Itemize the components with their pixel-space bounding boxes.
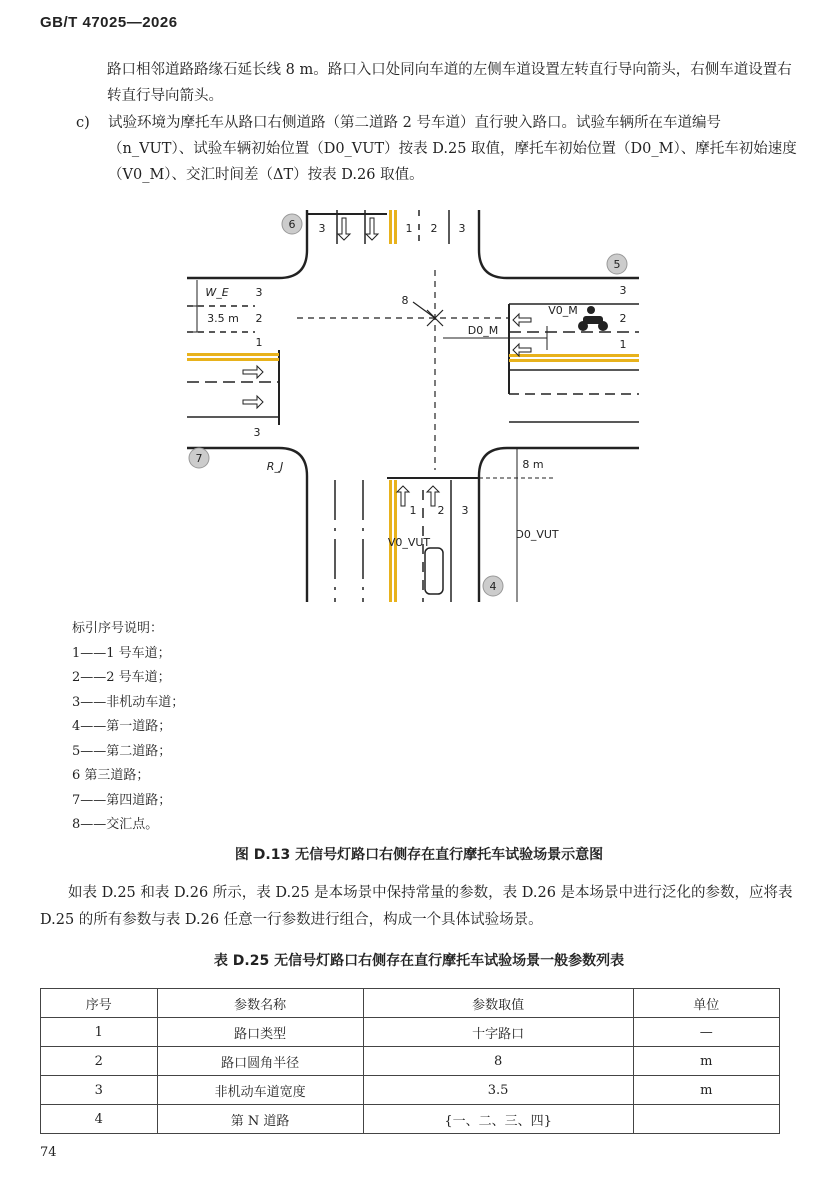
table-cell: 路口圆角半径	[157, 1047, 363, 1076]
table-caption: 表 D.25 无信号灯路口右侧存在直行摩托车试验场景一般参数列表	[213, 953, 625, 969]
intersection-diagram	[187, 210, 639, 602]
table-cell: 路口类型	[157, 1018, 363, 1047]
lane-number: 3	[253, 426, 261, 439]
table-cell: 3	[41, 1076, 158, 1105]
table-cell: {一、二、三、四}	[363, 1105, 633, 1134]
table-cell: 8	[363, 1047, 633, 1076]
list-label: c)	[76, 115, 90, 131]
table-row	[41, 1105, 780, 1134]
standard-code: GB/T 47025—2026	[40, 14, 178, 31]
lane-number: 2	[255, 312, 263, 325]
callout-label: 6	[288, 218, 296, 231]
callout-label: 5	[613, 258, 621, 271]
label-v0m: V0_M	[548, 304, 578, 317]
label-d0vut: D0_VUT	[515, 528, 559, 541]
lane-number: 1	[405, 222, 413, 235]
table-cell: —	[633, 1018, 779, 1047]
table-cell: 2	[41, 1047, 158, 1076]
label-d0m: D0_M	[467, 324, 499, 337]
table-cell: m	[633, 1047, 779, 1076]
legend-item: 5——第二道路；	[72, 743, 172, 759]
page-number: 74	[40, 1145, 57, 1160]
lane-number: 1	[255, 336, 263, 349]
table-cell: m	[633, 1076, 779, 1105]
figure-legend	[72, 617, 184, 838]
label-v0vut: V0_VUT	[387, 536, 431, 549]
table-cell: 3.5	[363, 1076, 633, 1105]
lane-number: 2	[430, 222, 438, 235]
paragraph-top: 路口相邻道路路缘石延长线 8 m。路口入口处同向车道的左侧车道设置左转直行导向箭头，右侧车道设置右转直行导向箭头。	[107, 62, 792, 104]
lane-number: 3	[619, 284, 627, 297]
table-row	[41, 1076, 780, 1105]
legend-title: 标引序号说明：	[72, 621, 164, 636]
table-cell	[633, 1105, 779, 1134]
column-header: 参数取值	[363, 989, 633, 1018]
lane-number: 3	[461, 504, 469, 517]
lane-number: 1	[619, 338, 627, 351]
table-cell: 1	[41, 1018, 158, 1047]
lane-number: 2	[437, 504, 445, 517]
figure-caption: 图 D.13 无信号灯路口右侧存在直行摩托车试验场景示意图	[234, 847, 604, 863]
label-we: W_E	[205, 286, 229, 299]
table-cell: 第 N 道路	[157, 1105, 363, 1134]
legend-item: 6 第三道路；	[72, 768, 150, 783]
label-radius: R_J	[266, 460, 284, 473]
legend-item: 7——第四道路；	[72, 792, 172, 808]
parameter-table	[40, 988, 780, 1134]
table-cell: 十字路口	[363, 1018, 633, 1047]
legend-item: 2——2 号车道；	[72, 670, 171, 685]
legend-item: 1——1 号车道；	[72, 645, 171, 661]
lane-number: 3	[458, 222, 466, 235]
list-text: 试验环境为摩托车从路口右侧道路（第二道路 2 号车道）直行驶入路口。试验车辆所在车道编号（n_VUT）、试验车辆初始位置（D0_VUT）按表 D.25 取值，摩托车初始位置（D0_M）、摩托车初始速度（V0_M）、交汇时间差（ΔT）按表 D.26 取值。	[108, 115, 797, 183]
callout-label: 4	[489, 580, 497, 593]
table-cell: 4	[41, 1105, 158, 1134]
paragraph-mid: 如表 D.25 和表 D.26 所示，表 D.25 是本场景中保持常量的参数，表 D.26 是本场景中进行泛化的参数，应将表 D.25 的所有参数与表 D.26 任意一行参数进行组合，构成一个具体试验场景。	[40, 885, 793, 928]
label-conflict-8: 8	[401, 294, 409, 307]
label-3-5m: 3.5 m	[207, 312, 239, 325]
table-cell: 非机动车道宽度	[157, 1076, 363, 1105]
lane-number: 3	[255, 286, 263, 299]
table-row	[41, 1047, 780, 1076]
motorcycle-icon	[578, 306, 608, 331]
legend-item: 4——第一道路；	[72, 719, 172, 734]
column-header: 序号	[41, 989, 158, 1018]
label-8m: 8 m	[522, 458, 544, 471]
table-header-row	[41, 989, 780, 1018]
legend-item: 8——交汇点。	[72, 817, 159, 832]
legend-item: 3——非机动车道；	[72, 694, 185, 710]
column-header: 参数名称	[157, 989, 363, 1018]
column-header: 单位	[633, 989, 779, 1018]
callout-label: 7	[195, 452, 203, 465]
lane-number: 1	[409, 504, 417, 517]
table-row	[41, 1018, 780, 1047]
lane-number: 3	[318, 222, 326, 235]
lane-number: 2	[619, 312, 627, 325]
vut-car-icon	[425, 548, 443, 594]
